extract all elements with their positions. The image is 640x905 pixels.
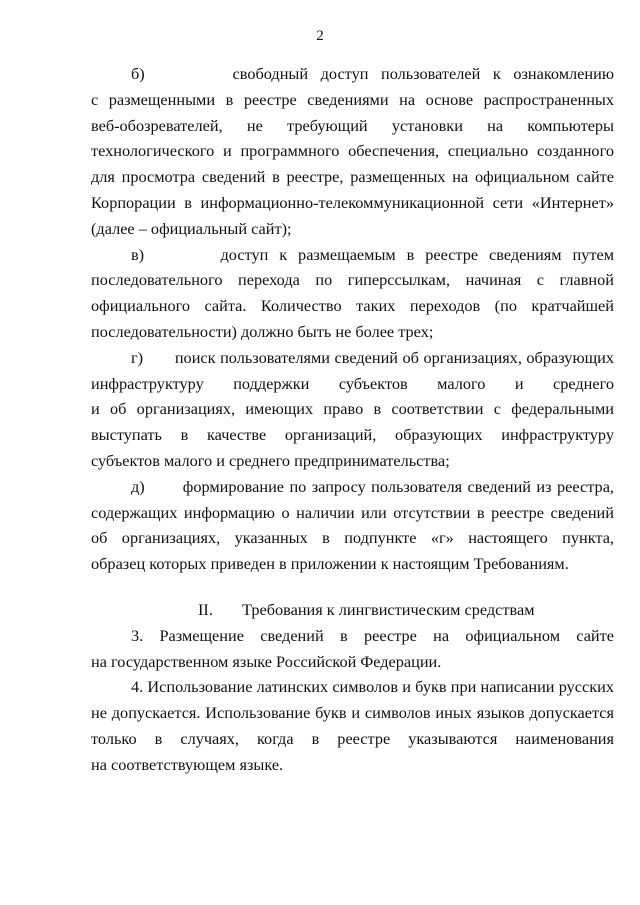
text-line: Корпорации в информационно-телекоммуникационной сети «Интернет» xyxy=(91,192,614,212)
paragraph-v xyxy=(91,242,614,345)
paragraph-3 xyxy=(91,623,614,675)
text-line: технологического и программного обеспечения, специально созданного xyxy=(91,141,614,161)
text-line: только в случаях, когда в реестре указываются наименования xyxy=(91,728,614,748)
text-line: г) поиск пользователями сведений об организациях, образующих xyxy=(131,347,614,367)
document-body xyxy=(91,61,614,778)
text-line: для просмотра сведений в реестре, размещенных на официальном сайте xyxy=(91,167,614,187)
text-line: образец которых приведен в приложении к настоящим Требованиям. xyxy=(91,554,569,574)
text-line: 4. Использование латинских символов и букв при написании русских xyxy=(131,677,614,697)
text-line: 3. Размещение сведений в реестре на официальном сайте xyxy=(131,625,614,645)
text-line: с размещенными в реестре сведениями на основе распространенных xyxy=(91,89,614,109)
text-line: не допускается. Использование букв и символов иных языков допускается xyxy=(91,703,614,723)
text-line: инфраструктуру поддержки субъектов малого и среднего xyxy=(91,373,614,393)
paragraph-d xyxy=(91,474,614,577)
paragraph-4 xyxy=(91,674,614,777)
text-line: б) свободный доступ пользователей к ознакомлению xyxy=(131,64,614,83)
section-heading xyxy=(91,597,614,623)
text-line: (далее – официальный сайт); xyxy=(91,218,292,238)
text-line: выступать в качестве организаций, образующих инфраструктуру xyxy=(91,425,614,445)
text-line: веб-обозревателей, не требующий установки на компьютеры xyxy=(91,115,614,135)
section-number: II. xyxy=(198,599,213,619)
text-line: в) доступ к размещаемым в реестре сведениям путем xyxy=(131,244,614,264)
section-title: Требования к лингвистическим средствам xyxy=(242,599,535,619)
paragraph-b xyxy=(91,61,614,242)
text-line: содержащих информацию о наличии или отсутствии в реестре сведений xyxy=(91,502,614,522)
text-line: официального сайта. Количество таких переходов (по кратчайшей xyxy=(91,296,614,316)
text-line: д) формирование по запросу пользователя сведений из реестра, xyxy=(131,476,614,496)
text-line: субъектов малого и среднего предпринимательства; xyxy=(91,450,450,470)
text-line: последовательного перехода по гиперссылкам, начиная с главной xyxy=(91,270,614,290)
page-number: 2 xyxy=(316,28,324,44)
text-line: на соответствующем языке. xyxy=(91,754,284,774)
text-line: об организациях, указанных в подпункте «г» настоящего пункта, xyxy=(91,528,614,548)
paragraph-g xyxy=(91,345,614,474)
text-line: на государственном языке Российской Федерации. xyxy=(91,651,442,671)
text-line: и об организациях, имеющих право в соответствии с федеральными xyxy=(91,399,614,419)
text-line: последовательности) должно быть не более трех; xyxy=(91,321,434,341)
